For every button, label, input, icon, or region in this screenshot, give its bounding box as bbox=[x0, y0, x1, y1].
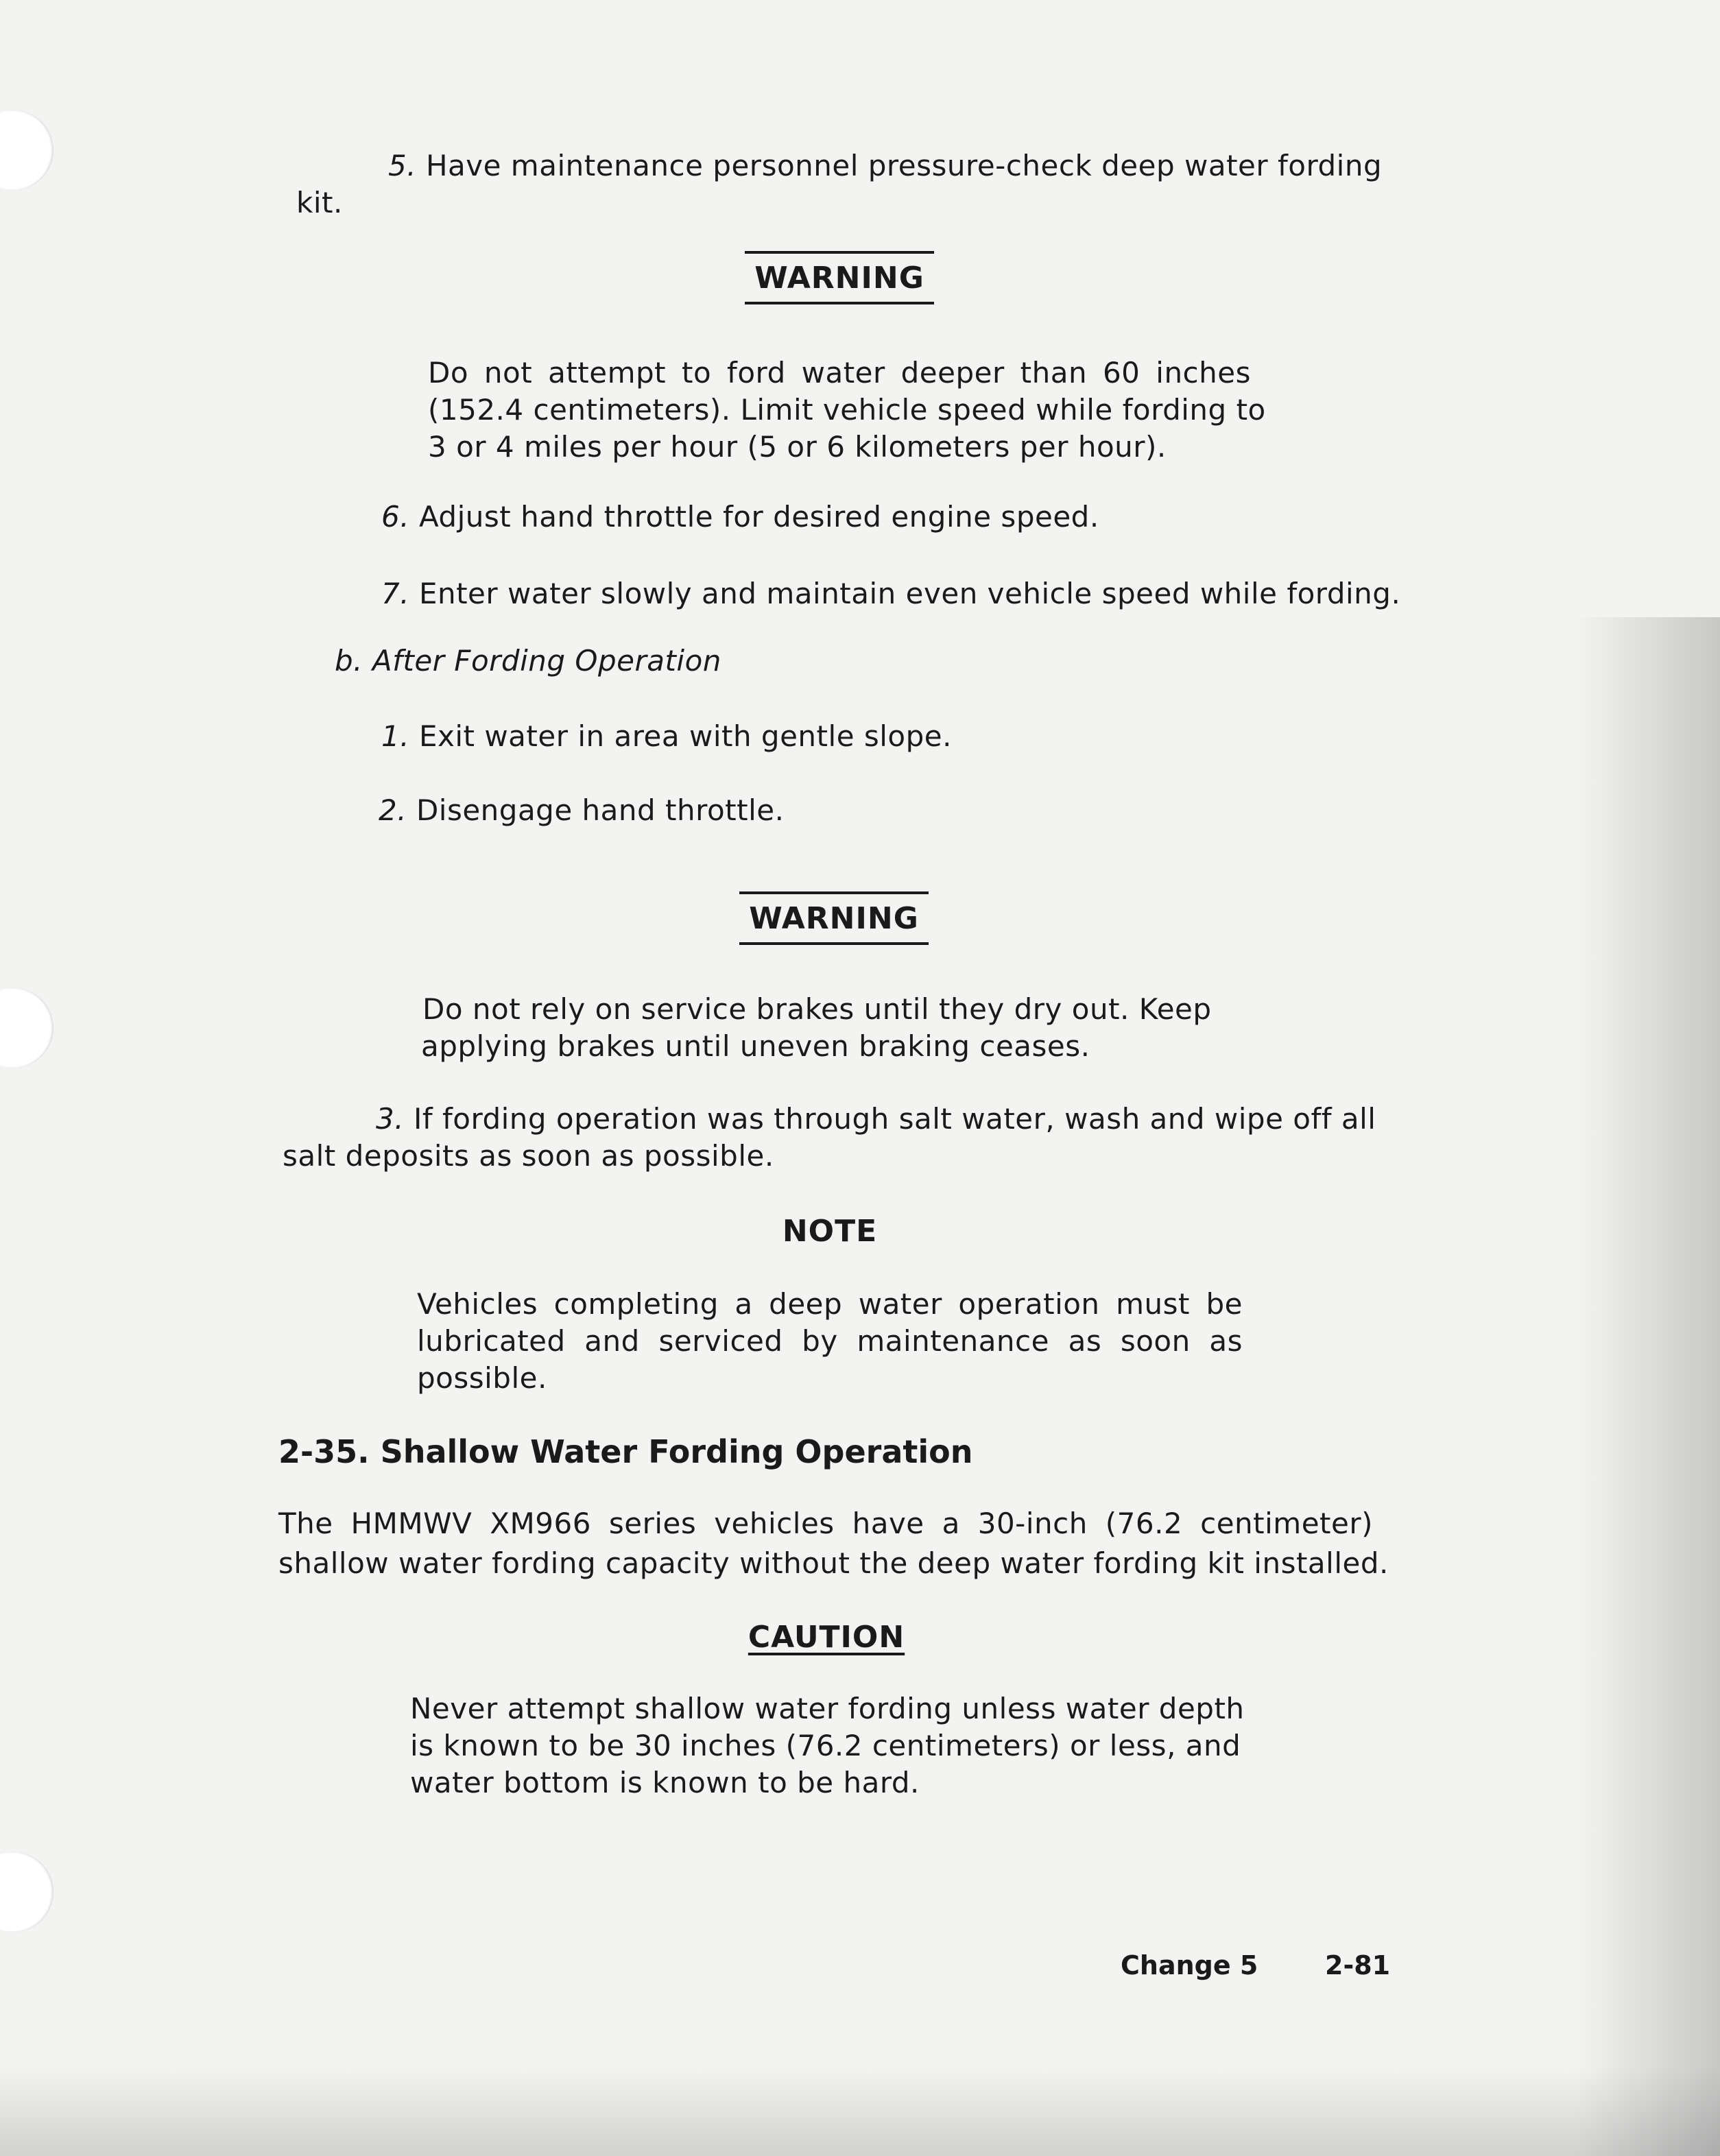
step-b3 bbox=[376, 1101, 1376, 1137]
step-text: If fording operation was through salt water, wash and wipe off all bbox=[413, 1102, 1376, 1136]
caution-line: Never attempt shallow water fording unless water depth bbox=[410, 1692, 1245, 1725]
page-number: 2-81 bbox=[1325, 1950, 1391, 1980]
note-line: lubricated and serviced by maintenance as soon as bbox=[417, 1324, 1243, 1358]
step-number: 1. bbox=[381, 719, 410, 753]
step-text: Disengage hand throttle. bbox=[416, 793, 785, 827]
step-5-continued: kit. bbox=[296, 186, 343, 219]
step-7 bbox=[381, 576, 1400, 612]
binder-hole-middle bbox=[0, 987, 53, 1068]
caution-line: water bottom is known to be hard. bbox=[410, 1766, 920, 1799]
binder-hole-top bbox=[0, 110, 53, 191]
step-number: 3. bbox=[376, 1102, 405, 1136]
step-number: 5. bbox=[388, 149, 417, 182]
step-number: 7. bbox=[381, 577, 410, 610]
scan-shadow-bottom bbox=[0, 2067, 1720, 2156]
warning-line: 3 or 4 miles per hour (5 or 6 kilometers per hour). bbox=[428, 430, 1167, 464]
step-text: Enter water slowly and maintain even vehicle speed while fording. bbox=[418, 577, 1401, 610]
caution-line: is known to be 30 inches (76.2 centimeters) or less, and bbox=[410, 1729, 1241, 1762]
step-text: Exit water in area with gentle slope. bbox=[418, 719, 952, 753]
step-text: Adjust hand throttle for desired engine speed. bbox=[418, 500, 1099, 534]
subsection-heading: b. After Fording Operation bbox=[335, 644, 721, 678]
section-paragraph-line: shallow water fording capacity without the deep water fording kit installed. bbox=[278, 1546, 1389, 1580]
step-text: Have maintenance personnel pressure-check deep water fording bbox=[425, 149, 1383, 182]
step-b3-continued: salt deposits as soon as possible. bbox=[283, 1139, 774, 1173]
scan-shadow-right bbox=[1576, 617, 1720, 2156]
note-line: Vehicles completing a deep water operation must be bbox=[417, 1287, 1243, 1321]
warning-heading: WARNING bbox=[745, 251, 934, 304]
change-label: Change 5 bbox=[1121, 1950, 1258, 1980]
step-5 bbox=[388, 148, 1382, 184]
note-line: possible. bbox=[417, 1361, 547, 1395]
step-b2 bbox=[379, 793, 784, 828]
step-number: 6. bbox=[381, 500, 410, 534]
binder-hole-bottom bbox=[0, 1852, 53, 1932]
step-b1 bbox=[381, 719, 952, 754]
warning-heading: WARNING bbox=[739, 891, 929, 945]
warning-line: (152.4 centimeters). Limit vehicle speed while fording to bbox=[428, 393, 1266, 427]
note-heading: NOTE bbox=[782, 1214, 878, 1249]
warning-line: Do not rely on service brakes until they dry out. Keep bbox=[422, 992, 1212, 1026]
step-6 bbox=[381, 499, 1099, 535]
warning-line: applying brakes until uneven braking ceases. bbox=[421, 1029, 1090, 1063]
caution-heading bbox=[741, 1620, 912, 1655]
caution-title: CAUTION bbox=[748, 1620, 905, 1655]
warning-line: Do not attempt to ford water deeper than 60 inches bbox=[428, 356, 1251, 390]
section-heading: 2-35. Shallow Water Fording Operation bbox=[278, 1433, 973, 1470]
section-paragraph-line: The HMMWV XM966 series vehicles have a 30-inch (76.2 centimeter) bbox=[278, 1507, 1373, 1540]
step-number: 2. bbox=[379, 793, 407, 827]
